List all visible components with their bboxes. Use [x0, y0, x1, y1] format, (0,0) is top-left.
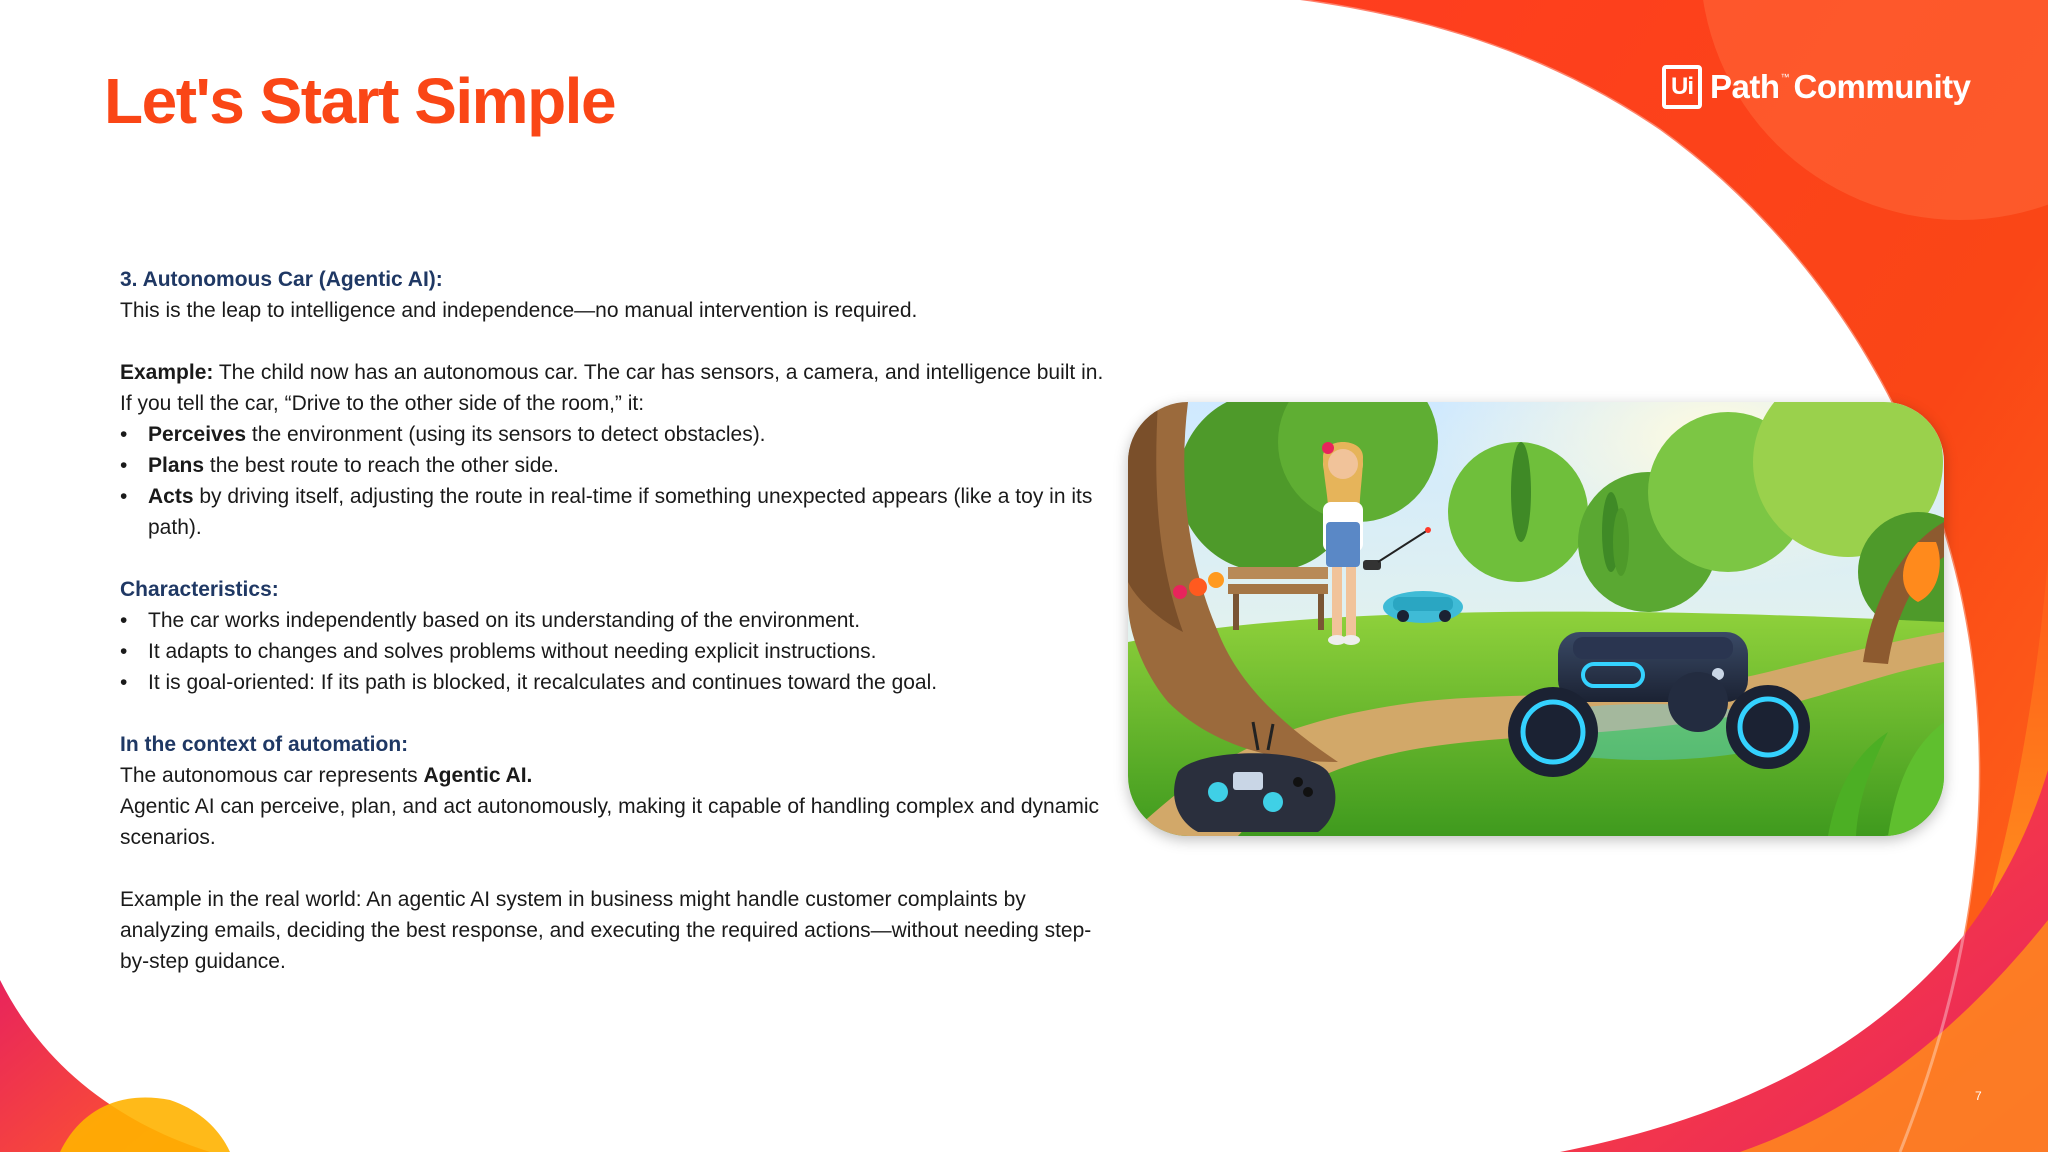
uipath-logo-mark: Ui [1662, 65, 1702, 109]
page-number: 7 [1975, 1089, 1982, 1103]
bullet-text: by driving itself, adjusting the route in real-time if something unexpected appears (like a toy in its path). [148, 485, 1093, 539]
list-item [120, 481, 1120, 543]
example-text: The child now has an autonomous car. The car has sensors, a camera, and intelligence built in. If you tell the car, “Drive to the other side of the room,” it: [120, 361, 1104, 415]
example-label: Example: [120, 361, 214, 384]
list-item [120, 419, 1120, 450]
logo-word-community: Community [1793, 68, 1971, 105]
slide-title: Let's Start Simple [104, 65, 616, 137]
list-item: • It is goal-oriented: If its path is blocked, it recalculates and continues toward the goal. [120, 667, 1120, 698]
example-bullet-list [120, 419, 1120, 543]
bullet-text: the environment (using its sensors to detect obstacles). [246, 423, 766, 446]
bullet-text: the best route to reach the other side. [204, 454, 559, 477]
slide-body-text [120, 264, 1120, 977]
example-paragraph [120, 357, 1120, 419]
list-item [120, 450, 1120, 481]
section-heading-characteristics: Characteristics: [120, 578, 279, 601]
girl-with-remote-and-autonomous-robot-car-illustration [1128, 402, 1944, 836]
real-world-example-text: Example in the real world: An agentic AI system in business might handle customer complaints by analyzing emails, deciding the best response, and executing the required actions—without needing step-by-step guidance. [120, 888, 1092, 973]
bullet-bold-term: Perceives [148, 423, 247, 446]
characteristics-bullet-list [120, 605, 1120, 698]
bullet-bold-term: Acts [148, 485, 194, 508]
automation-line-1-bold: Agentic AI. [423, 764, 533, 787]
logo-trademark: ™ [1780, 72, 1790, 82]
spacer [120, 543, 1120, 574]
list-item: • The car works independently based on its understanding of the environment. [120, 605, 1120, 636]
automation-line-2: Agentic AI can perceive, plan, and act autonomously, making it capable of handling complex and dynamic scenarios. [120, 795, 1100, 849]
automation-line-1-text: The autonomous car represents [120, 764, 424, 787]
uipath-community-logo [1662, 62, 1971, 112]
bullet-bold-term: Plans [148, 454, 205, 477]
automation-line-1 [120, 760, 1120, 791]
section-heading-autonomous-car: 3. Autonomous Car (Agentic AI): [120, 268, 443, 291]
section-intro-text: This is the leap to intelligence and independence—no manual intervention is required. [120, 299, 918, 322]
spacer [120, 853, 1120, 884]
list-item: • It adapts to changes and solves problems without needing explicit instructions. [120, 636, 1120, 667]
logo-word-path: Path [1710, 68, 1780, 105]
spacer [120, 326, 1120, 357]
spacer [120, 698, 1120, 729]
section-heading-automation-context: In the context of automation: [120, 733, 409, 756]
